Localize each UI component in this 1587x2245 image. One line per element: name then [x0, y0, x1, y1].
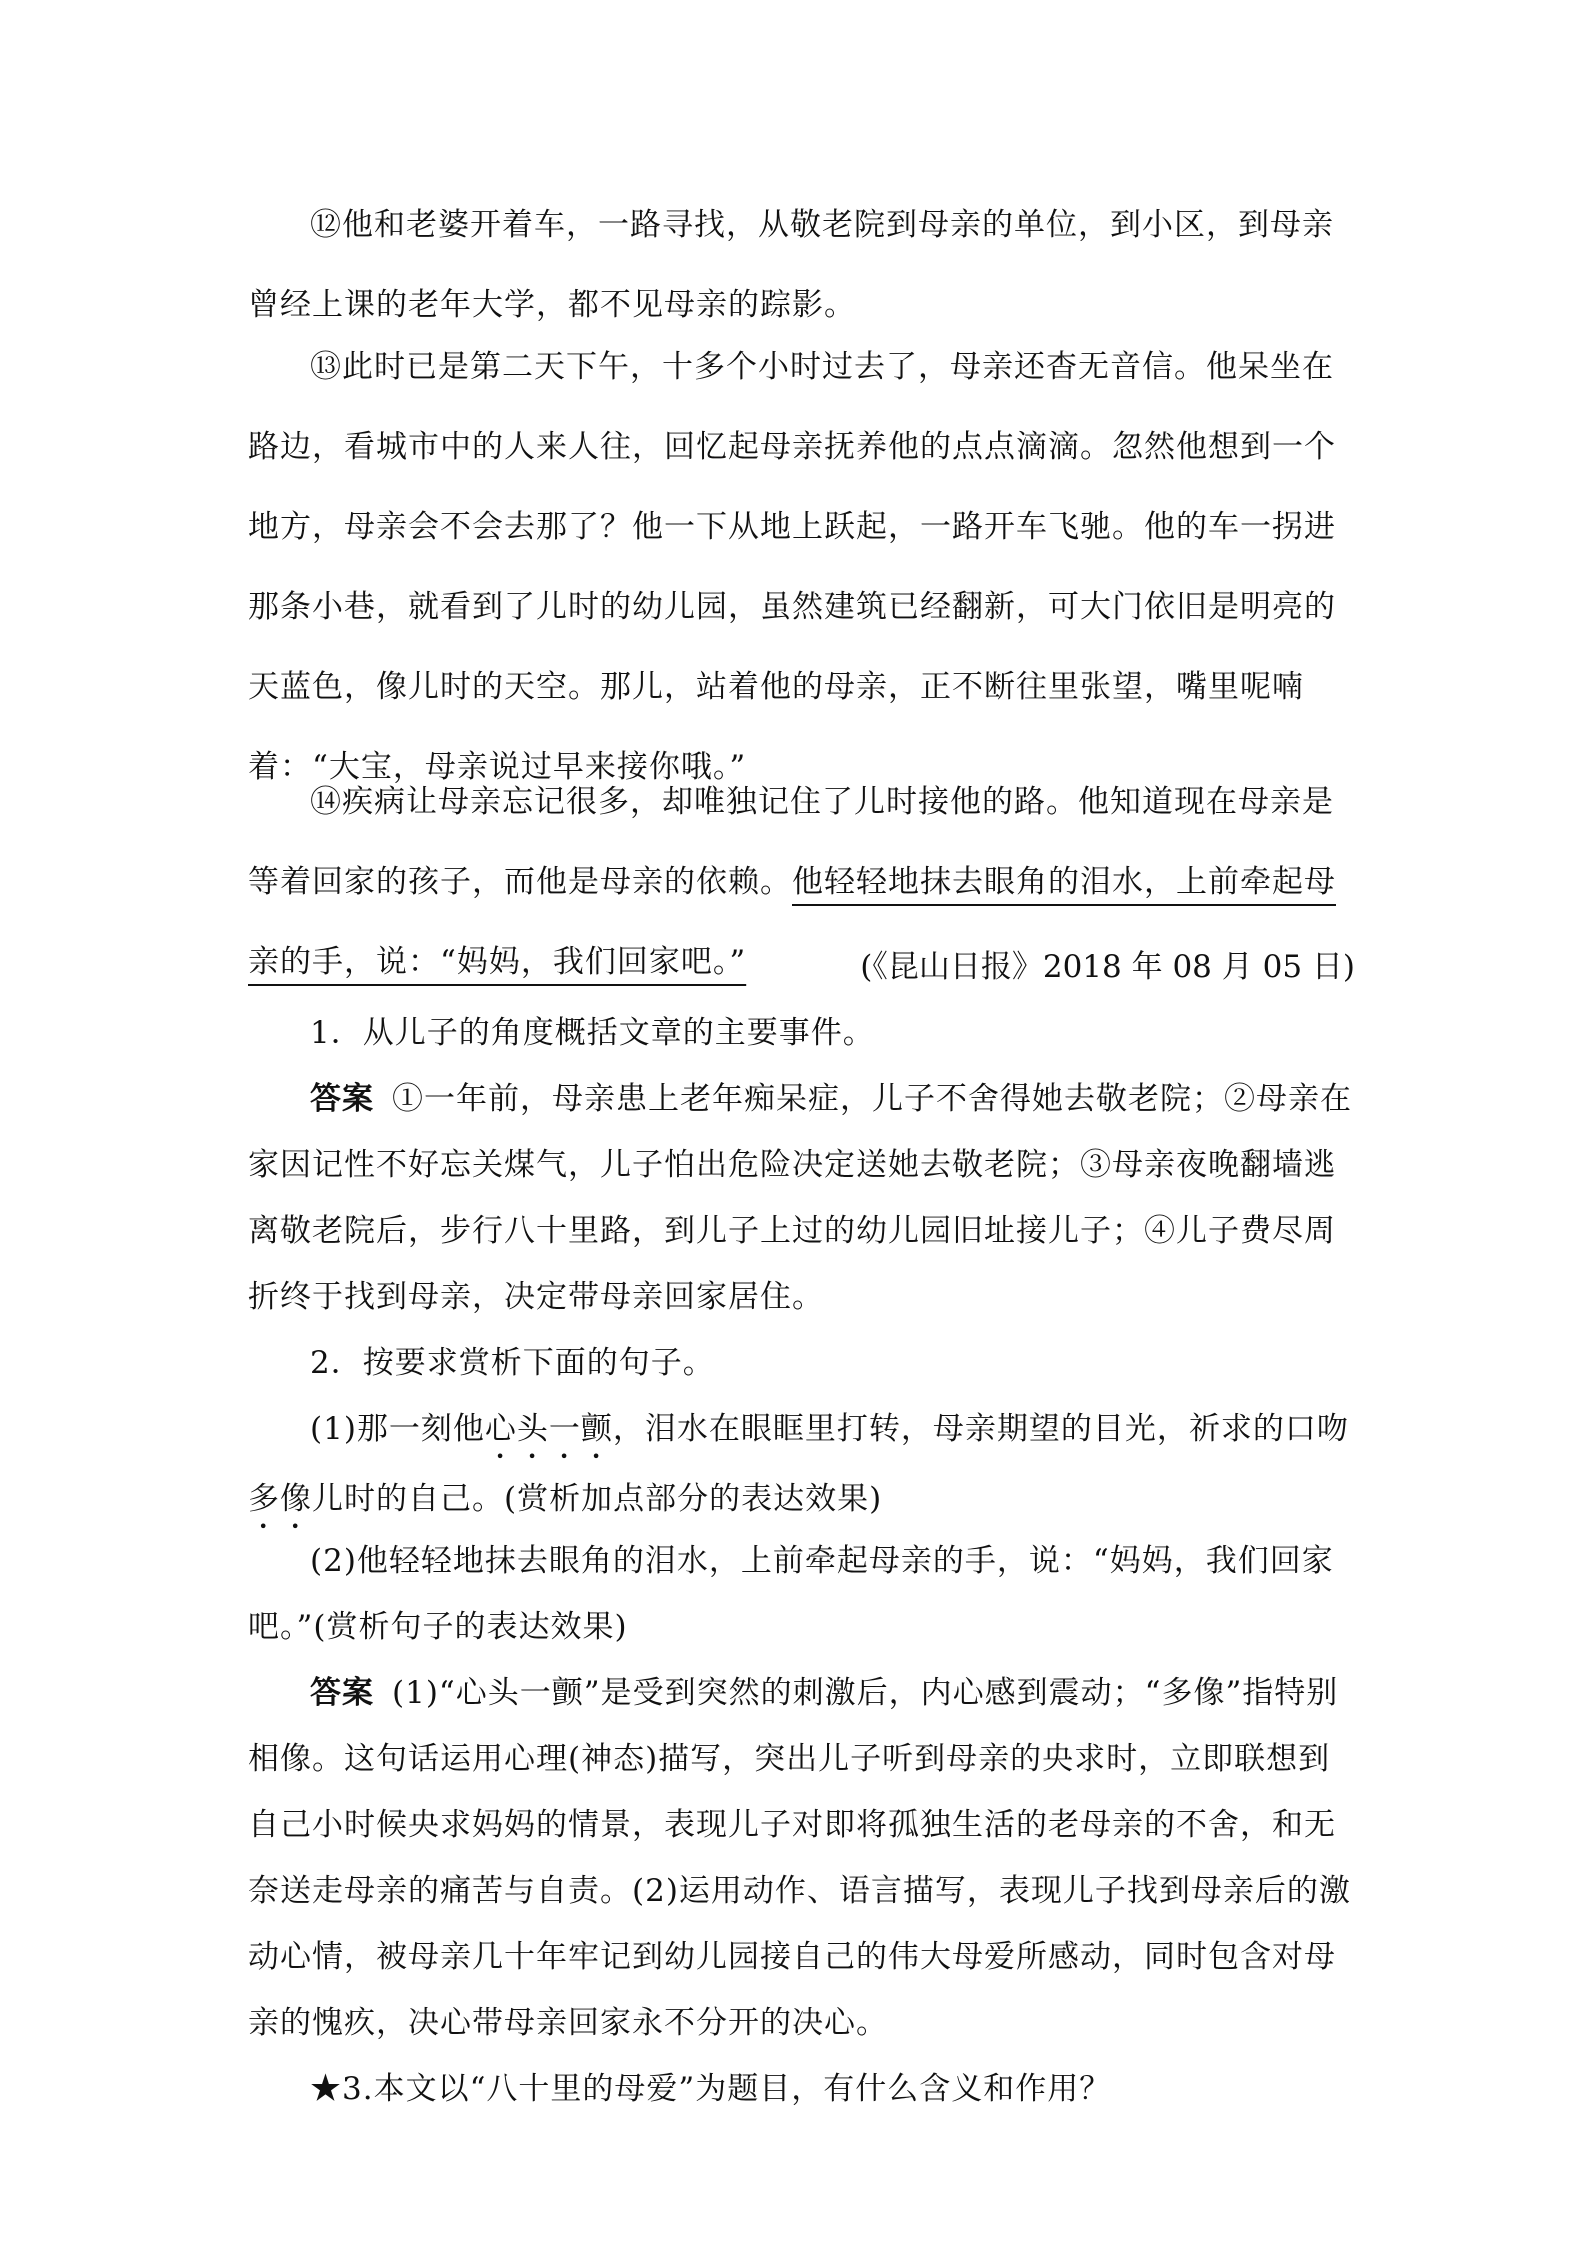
answer-label: 答案 [310, 1675, 374, 1711]
source-citation: (《昆山日报》2018 年 08 月 05 日) [860, 949, 1355, 985]
answer-label: 答案 [310, 1081, 374, 1117]
question-2-sub-1: (1)那一刻他心头一颤，泪水在眼眶里打转，母亲期望的目光，祈求的口吻多像儿时的自己。(赏析加点部分的表达效果) [248, 1411, 1349, 1517]
answer-1 [248, 1066, 1360, 1330]
emphasis-dotted-text: 心头一颤 [484, 1411, 613, 1447]
question-3: ★3.本文以“八十里的母爱”为题目，有什么含义和作用？ [310, 2071, 1112, 2107]
answer-2 [248, 1660, 1360, 2056]
answer-1-text: ①一年前，母亲患上老年痴呆症，儿子不舍得她去敬老院；②母亲在家因记性不好忘关煤气，儿子怕出危险决定送她去敬老院；③母亲夜晚翻墙逃离敬老院后，步行八十里路，到儿子上过的幼儿园旧址接儿子；④儿子费尽周折终于找到母亲，决定带母亲回家居住。 [248, 1081, 1352, 1315]
question-1: 1．从儿子的角度概括文章的主要事件。 [310, 1015, 875, 1051]
answer-2-text: (1)“心头一颤”是受到突然的刺激后，内心感到震动；“多像”指特别相像。这句话运用心理(神态)描写，突出儿子听到母亲的央求时，立即联想到自己小时候央求妈妈的情景，表现儿子对即将孤独生活的老母亲的不舍，和无奈送走母亲的痛苦与自责。(2)运用动作、语言描写，表现儿子找到母亲后的激动心情，被母亲几十年牢记到幼儿园接自己的伟大母爱所感动，同时包含对母亲的愧疚，决心带母亲回家永不分开的决心。 [248, 1675, 1351, 2041]
passage-paragraph-12: ⑫他和老婆开着车，一路寻找，从敬老院到母亲的单位，到小区，到母亲曾经上课的老年大学，都不见母亲的踪影。 [248, 207, 1334, 323]
passage-paragraph-13: ⑬此时已是第二天下午，十多个小时过去了，母亲还杳无音信。他呆坐在路边，看城市中的人来人往，回忆起母亲抚养他的点点滴滴。忽然他想到一个地方，母亲会不会去那了？他一下从地上跃起，一路开车飞驰。他的车一拐进那条小巷，就看到了儿时的幼儿园，虽然建筑已经翻新，可大门依旧是明亮的天蓝色，像儿时的天空。那儿，站着他的母亲，正不断往里张望，嘴里呢喃着：“大宝，母亲说过早来接你哦。” [248, 349, 1336, 785]
question-2: 2．按要求赏析下面的句子。 [310, 1345, 715, 1381]
emphasis-dotted-text: 多像 [248, 1481, 312, 1517]
question-2-sub-2: (2)他轻轻地抹去眼角的泪水，上前牵起母亲的手，说：“妈妈，我们回家吧。”(赏析句子的表达效果) [248, 1543, 1334, 1645]
paragraph-14-text: ⑭疾病让母亲忘记很多，却唯独记住了儿时接他的路。他知道现在母亲是等着回家的孩子，而他是母亲的依赖。 [248, 784, 1334, 900]
underlined-sentence: 他轻轻地抹去眼角的泪水，上前牵起母亲的手，说：“妈妈，我们回家吧。” [248, 864, 1336, 980]
